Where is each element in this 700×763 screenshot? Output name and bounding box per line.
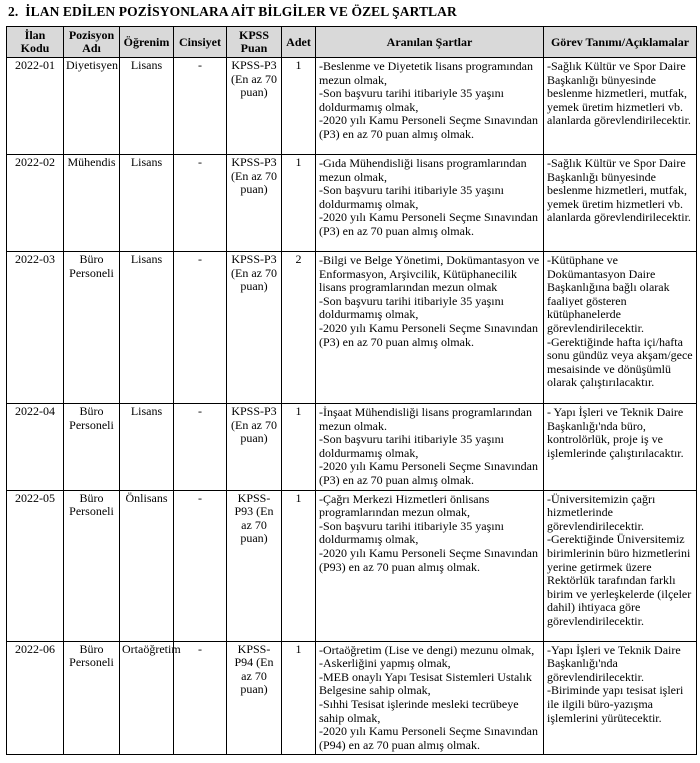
- cell-sartlar: [316, 490, 544, 641]
- cell-gorev: [544, 404, 697, 491]
- cell-kod: 2022-02: [7, 155, 64, 252]
- requirement-item: -Son başvuru tarihi itibariyle 35 yaşını doldurmamış olmak,: [319, 183, 504, 211]
- cell-kpss: KPSS-P93 (En az 70 puan): [227, 490, 282, 641]
- requirement-item: -2020 yılı Kamu Personeli Seçme Sınavından (P3) en az 70 puan almış olmak.: [319, 320, 538, 349]
- duty-item: -Yapı İşleri ve Teknik Daire Başkanlığı'nda görevlendirilecektir.: [547, 642, 681, 684]
- section-title: 2. İLAN EDİLEN POZİSYONLARA AİT BİLGİLER VE ÖZEL ŞARTLAR: [8, 4, 457, 19]
- requirement-item: -2020 yılı Kamu Personeli Seçme Sınavından (P94) en az 70 puan almış olmak.: [319, 724, 538, 752]
- requirement-item: -Sıhhi Tesisat işlerinde mesleki tecrübeye sahip olmak,: [319, 696, 519, 725]
- cell-kpss: KPSS-P3 (En az 70 puan): [227, 252, 282, 404]
- cell-gorev: [544, 641, 697, 755]
- header-pozisyon: Pozisyon Adı: [64, 27, 120, 58]
- duty-item: - Yapı İşleri ve Teknik Daire Başkanlığı'nda büro, kontrolörlük, proje iş ve işlemlerinde çalıştırılacaktır.: [547, 405, 684, 460]
- cell-cinsiyet: -: [174, 252, 227, 404]
- duty-item: -Biriminde yapı tesisat işleri ile ilgili büro-yazışma işlemlerini yürütecektir.: [547, 683, 684, 725]
- table-header-row: [7, 27, 697, 58]
- header-gorev: Görev Tanımı/Açıklamalar: [544, 27, 697, 58]
- cell-sartlar: [316, 641, 544, 755]
- requirement-item: -İnşaat Mühendisliği lisans programlarından mezun olmak.: [319, 405, 532, 433]
- cell-ogrenim: Lisans: [120, 404, 174, 491]
- table-row: [7, 155, 697, 252]
- cell-adet: 1: [282, 490, 316, 641]
- requirement-item: -Askerliğini yapmış olmak,: [319, 656, 451, 671]
- requirement-item: -2020 yılı Kamu Personeli Seçme Sınavından (P93) en az 70 puan almış olmak.: [319, 545, 538, 574]
- requirement-item: -Son başvuru tarihi itibariyle 35 yaşını doldurmamış olmak,: [319, 293, 504, 322]
- cell-sartlar: [316, 404, 544, 491]
- requirement-item: -Son başvuru tarihi itibariyle 35 yaşını doldurmamış olmak,: [319, 86, 504, 114]
- cell-sartlar: [316, 155, 544, 252]
- requirement-item: -Gıda Mühendisliği lisans programlarından mezun olmak,: [319, 156, 527, 184]
- duty-item: -Gerektiğinde hafta içi/hafta sonu gündüz veya akşam/gece mesaisinde ve dönüşümlü olarak çalıştırılacaktır.: [547, 334, 693, 390]
- cell-ogrenim: Lisans: [120, 58, 174, 155]
- cell-gorev: [544, 155, 697, 252]
- cell-ogrenim: Lisans: [120, 252, 174, 404]
- cell-cinsiyet: -: [174, 404, 227, 491]
- cell-ogrenim: Ortaöğretim: [120, 641, 174, 755]
- cell-ogrenim: Lisans: [120, 155, 174, 252]
- cell-kpss: KPSS-P94 (En az 70 puan): [227, 641, 282, 755]
- duty-item: -Üniversitemizin çağrı hizmetlerinde görevlendirilecektir.: [547, 491, 656, 533]
- cell-cinsiyet: -: [174, 641, 227, 755]
- cell-kod: 2022-01: [7, 58, 64, 155]
- duty-item: -Gerektiğinde Üniversitemiz birimlerinin büro hizmetlerini yerine getirmek üzere Rektörlük tarafından farklı birim ve yerleşkelerde (ilçeler dahil) ihtiyaca göre görevlendirilecektir.: [547, 532, 692, 628]
- cell-gorev: [544, 58, 697, 155]
- cell-kod: 2022-03: [7, 252, 64, 404]
- requirement-item: -Bilgi ve Belge Yönetimi, Dokümantasyon ve Enformasyon, Arşivcilik, Kütüphanecilik lisans programlarından mezun olmak: [319, 253, 540, 295]
- duty-item: -Sağlık Kültür ve Spor Daire Başkanlığı bünyesinde beslenme hizmetleri, mutfak, yemek üretim hizmetleri vb. alanlarda görevlendirilecektir.: [547, 156, 691, 225]
- requirement-item: -Ortaöğretim (Lise ve dengi) mezunu olmak,: [319, 642, 535, 657]
- header-adet: Adet: [282, 27, 316, 58]
- cell-kpss: KPSS-P3 (En az 70 puan): [227, 155, 282, 252]
- requirement-item: -2020 yılı Kamu Personeli Seçme Sınavından (P3) en az 70 puan almış olmak.: [319, 459, 538, 487]
- duty-item: -Sağlık Kültür ve Spor Daire Başkanlığı bünyesinde beslenme hizmetleri, mutfak, yemek üretim hizmetleri vb. alanlarda görevlendirilecektir.: [547, 59, 691, 128]
- cell-cinsiyet: -: [174, 490, 227, 641]
- table-body: [7, 58, 697, 755]
- cell-kod: 2022-06: [7, 641, 64, 755]
- requirement-item: -MEB onaylı Yapı Tesisat Sistemleri Ustalık Belgesine sahip olmak,: [319, 669, 532, 698]
- duty-item: -Kütüphane ve Dokümantasyon Daire Başkanlığına bağlı olarak faaliyet gösteren kütüphanelerde görevlendirilecektir.: [547, 253, 670, 335]
- positions-table: [6, 26, 697, 755]
- header-sartlar: Aranılan Şartlar: [316, 27, 544, 58]
- cell-pozisyon: Büro Personeli: [64, 252, 120, 404]
- requirement-item: -Beslenme ve Diyetetik lisans programından mezun olmak,: [319, 59, 533, 87]
- header-kpss: KPSS Puan: [227, 27, 282, 58]
- table-row: [7, 252, 697, 404]
- requirement-item: -2020 yılı Kamu Personeli Seçme Sınavından (P3) en az 70 puan almış olmak.: [319, 113, 538, 141]
- cell-adet: 1: [282, 155, 316, 252]
- cell-sartlar: [316, 252, 544, 404]
- requirement-item: -Son başvuru tarihi itibariyle 35 yaşını doldurmamış olmak,: [319, 432, 504, 460]
- cell-kpss: KPSS-P3 (En az 70 puan): [227, 58, 282, 155]
- table-row: [7, 58, 697, 155]
- cell-kod: 2022-04: [7, 404, 64, 491]
- cell-pozisyon: Diyetisyen: [64, 58, 120, 155]
- cell-pozisyon: Büro Personeli: [64, 404, 120, 491]
- cell-adet: 1: [282, 58, 316, 155]
- requirement-item: -Çağrı Merkezi Hizmetleri önlisans programlarından mezun olmak,: [319, 491, 490, 520]
- cell-adet: 1: [282, 641, 316, 755]
- header-cinsiyet: Cinsiyet: [174, 27, 227, 58]
- cell-adet: 1: [282, 404, 316, 491]
- cell-cinsiyet: -: [174, 155, 227, 252]
- requirement-item: -Son başvuru tarihi itibariyle 35 yaşını doldurmamış olmak,: [319, 518, 504, 547]
- cell-ogrenim: Önlisans: [120, 490, 174, 641]
- requirement-item: -2020 yılı Kamu Personeli Seçme Sınavından (P3) en az 70 puan almış olmak.: [319, 210, 538, 238]
- cell-adet: 2: [282, 252, 316, 404]
- cell-sartlar: [316, 58, 544, 155]
- table-row: [7, 641, 697, 755]
- cell-cinsiyet: -: [174, 58, 227, 155]
- cell-kpss: KPSS-P3 (En az 70 puan): [227, 404, 282, 491]
- cell-pozisyon: Mühendis: [64, 155, 120, 252]
- table-row: [7, 490, 697, 641]
- header-ilan-kodu: İlan Kodu: [7, 27, 64, 58]
- cell-pozisyon: Büro Personeli: [64, 490, 120, 641]
- cell-kod: 2022-05: [7, 490, 64, 641]
- cell-gorev: [544, 490, 697, 641]
- cell-gorev: [544, 252, 697, 404]
- cell-pozisyon: Büro Personeli: [64, 641, 120, 755]
- table-row: [7, 404, 697, 491]
- header-ogrenim: Öğrenim: [120, 27, 174, 58]
